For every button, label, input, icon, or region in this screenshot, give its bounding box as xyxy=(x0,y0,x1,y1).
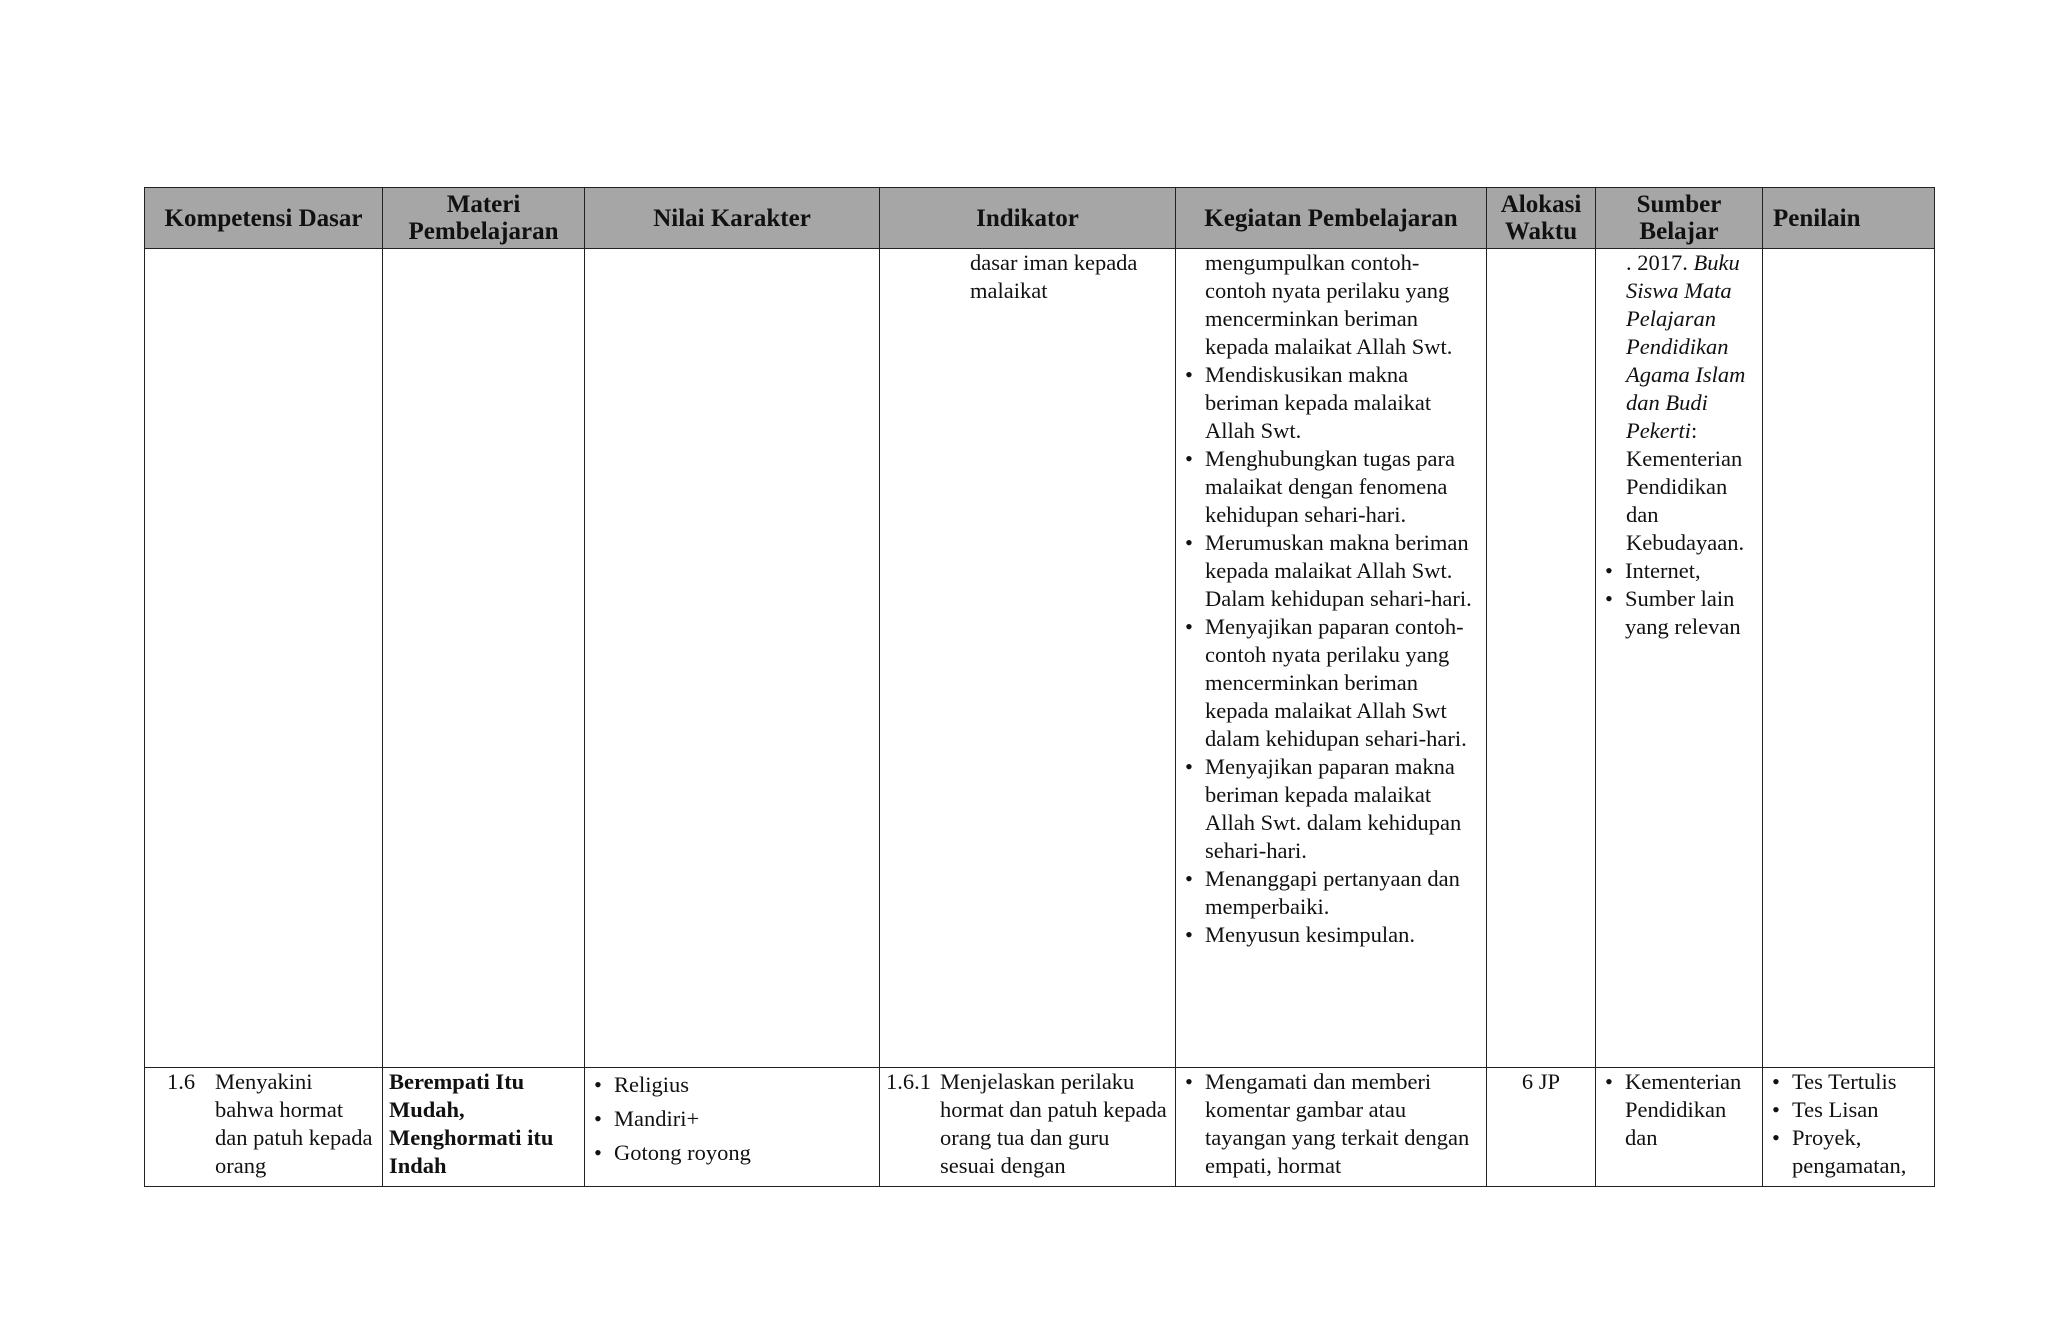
kd-item xyxy=(151,1068,376,1180)
list-item: • Mendiskusikan makna beriman kepada malaikat Allah Swt. xyxy=(1182,361,1480,445)
list-item: • Gotong royong xyxy=(591,1136,873,1170)
cell-alokasi-waktu xyxy=(1487,249,1596,1068)
cell-indikator xyxy=(880,1068,1176,1187)
cell-materi xyxy=(383,1068,585,1187)
list-item: • Sumber lain yang relevan xyxy=(1602,585,1756,641)
cell-kompetensi-dasar xyxy=(145,249,383,1068)
list-item: • Menanggapi pertanyaan dan memperbaiki. xyxy=(1182,865,1480,921)
materi-title: Berempati Itu Mudah, Menghormati itu Indah xyxy=(389,1069,554,1178)
sumber-year: . 2017. xyxy=(1626,250,1694,275)
cell-kegiatan xyxy=(1176,249,1487,1068)
kegiatan-list xyxy=(1182,1068,1480,1180)
indikator-text: Menjelaskan perilaku hormat dan patuh kepada orang tua dan guru sesuai dengan xyxy=(940,1069,1167,1178)
table-row xyxy=(145,1068,1935,1187)
sumber-list xyxy=(1602,557,1756,641)
list-item: • Kementerian Pendidikan dan xyxy=(1602,1068,1756,1152)
sumber-book-title: Buku Siswa Mata Pelajaran Pendidikan Agama Islam dan Budi Pekerti xyxy=(1626,250,1746,443)
indikator-number: 1.6.1 xyxy=(886,1069,931,1094)
header-row xyxy=(145,188,1935,249)
cell-alokasi-waktu xyxy=(1487,1068,1596,1187)
list-item: • Mandiri+ xyxy=(591,1102,873,1136)
cell-sumber-belajar xyxy=(1596,1068,1763,1187)
header-nilai-karakter: Nilai Karakter xyxy=(585,188,880,249)
sumber-list xyxy=(1602,1068,1756,1152)
cell-kompetensi-dasar xyxy=(145,1068,383,1187)
cell-nilai-karakter xyxy=(585,249,880,1068)
header-kompetensi-dasar: Kompetensi Dasar xyxy=(145,188,383,249)
sumber-reference xyxy=(1602,249,1756,557)
list-item: • Menghubungkan tugas para malaikat dengan fenomena kehidupan sehari-hari. xyxy=(1182,445,1480,529)
header-sumber-belajar: Sumber Belajar xyxy=(1596,188,1763,249)
list-item: • Tes Lisan xyxy=(1769,1096,1928,1124)
cell-penilaian xyxy=(1763,1068,1935,1187)
header-penilaian: Penilain xyxy=(1763,188,1935,249)
list-item: • Mengamati dan memberi komentar gambar atau tayangan yang terkait dengan empati, hormat xyxy=(1182,1068,1480,1180)
list-item: • Menyajikan paparan makna beriman kepada malaikat Allah Swt. dalam kehidupan sehari-hari. xyxy=(1182,753,1480,865)
list-item: • Religius xyxy=(591,1068,873,1102)
cell-kegiatan xyxy=(1176,1068,1487,1187)
cell-materi xyxy=(383,249,585,1068)
list-item: • Tes Tertulis xyxy=(1769,1068,1928,1096)
list-item: • Internet, xyxy=(1602,557,1756,585)
header-materi: Materi Pembelajaran xyxy=(383,188,585,249)
nilai-list xyxy=(591,1068,873,1170)
lesson-plan-table xyxy=(144,187,1935,1187)
list-item: • Menyajikan paparan contoh-contoh nyata perilaku yang mencerminkan beriman kepada malaikat Allah Swt dalam kehidupan sehari-hari. xyxy=(1182,613,1480,753)
cell-indikator xyxy=(880,249,1176,1068)
kegiatan-continuation: mengumpulkan contoh-contoh nyata perilaku yang mencerminkan beriman kepada malaikat Allah Swt. xyxy=(1205,250,1453,359)
kd-number: 1.6 xyxy=(167,1069,196,1094)
sumber-publisher: : Kementerian Pendidikan dan Kebudayaan. xyxy=(1626,418,1745,555)
indikator-continuation: dasar iman kepada malaikat xyxy=(970,250,1138,303)
header-kegiatan: Kegiatan Pembelajaran xyxy=(1176,188,1487,249)
list-item: • Proyek, pengamatan, xyxy=(1769,1124,1928,1180)
header-alokasi-waktu: Alokasi Waktu xyxy=(1487,188,1596,249)
cell-sumber-belajar xyxy=(1596,249,1763,1068)
header-indikator: Indikator xyxy=(880,188,1176,249)
list-item: • Menyusun kesimpulan. xyxy=(1182,921,1480,949)
cell-nilai-karakter xyxy=(585,1068,880,1187)
penilaian-list xyxy=(1769,1068,1928,1180)
cell-penilaian xyxy=(1763,249,1935,1068)
kegiatan-list xyxy=(1182,361,1480,949)
alokasi-value: 6 JP xyxy=(1521,1069,1561,1094)
indikator-item xyxy=(886,1068,1169,1180)
table-row xyxy=(145,249,1935,1068)
kd-text: Menyakini bahwa hormat dan patuh kepada orang xyxy=(215,1069,373,1178)
list-item: • Merumuskan makna beriman kepada malaikat Allah Swt. Dalam kehidupan sehari-hari. xyxy=(1182,529,1480,613)
